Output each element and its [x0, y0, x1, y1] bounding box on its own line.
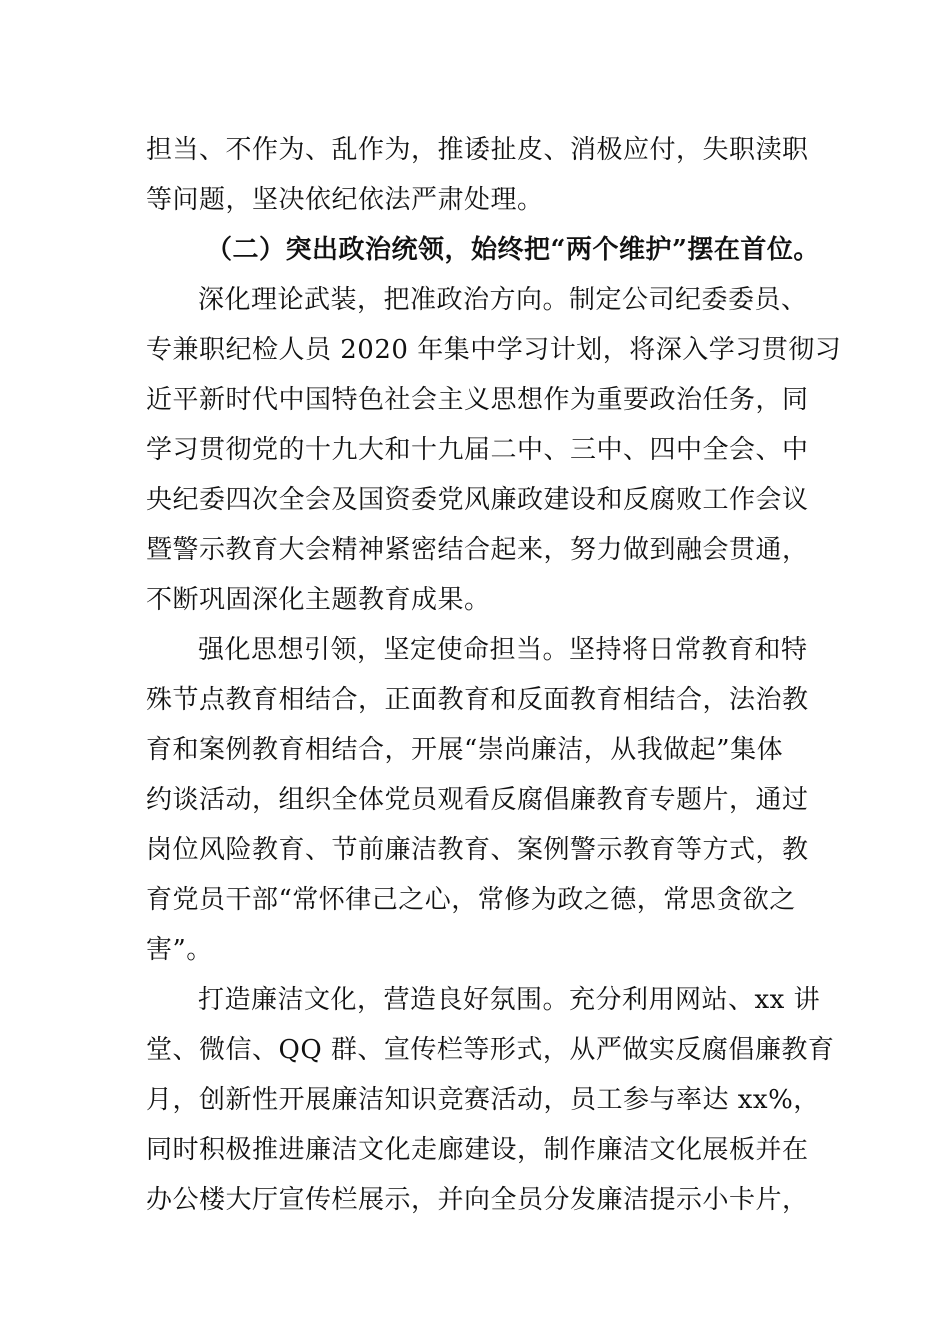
body-line: 殊节点教育相结合，正面教育和反面教育相结合，法治教: [146, 685, 809, 715]
body-line: 近平新时代中国特色社会主义思想作为重要政治任务，同: [146, 385, 809, 415]
body-line: 办公楼大厅宣传栏展示，并向全员分发廉洁提示小卡片，: [146, 1185, 809, 1215]
body-line: 月，创新性开展廉洁知识竞赛活动，员工参与率达 xx%，: [146, 1085, 820, 1115]
section-heading: （二）突出政治统领，始终把“两个维护”摆在首位。: [206, 235, 820, 265]
body-line: 担当、不作为、乱作为，推诿扯皮、消极应付，失职渎职: [146, 135, 809, 165]
body-line: 害”。: [146, 935, 213, 965]
body-line: 约谈活动，组织全体党员观看反腐倡廉教育专题片，通过: [146, 785, 809, 815]
body-line: 专兼职纪检人员 2020 年集中学习计划，将深入学习贯彻习: [146, 335, 842, 365]
body-line: 育党员干部“常怀律己之心，常修为政之德，常思贪欲之: [146, 885, 796, 915]
body-line: 学习贯彻党的十九大和十九届二中、三中、四中全会、中: [146, 435, 809, 465]
body-line: 同时积极推进廉洁文化走廊建设，制作廉洁文化展板并在: [146, 1135, 809, 1165]
paragraph-first-line: 强化思想引领，坚定使命担当。坚持将日常教育和特: [198, 635, 808, 665]
body-line: 暨警示教育大会精神紧密结合起来，努力做到融会贯通，: [146, 535, 809, 565]
paragraph-first-line: 打造廉洁文化，营造良好氛围。充分利用网站、xx 讲: [198, 985, 821, 1015]
body-line: 育和案例教育相结合，开展“崇尚廉洁，从我做起”集体: [146, 735, 784, 765]
paragraph-first-line: 深化理论武装，把准政治方向。制定公司纪委委员、: [198, 285, 808, 315]
body-line: 岗位风险教育、节前廉洁教育、案例警示教育等方式，教: [146, 835, 809, 865]
body-line: 等问题，坚决依纪依法严肃处理。: [146, 185, 544, 215]
body-line: 堂、微信、QQ 群、宣传栏等形式，从严做实反腐倡廉教育: [146, 1035, 835, 1065]
body-line: 央纪委四次全会及国资委党风廉政建设和反腐败工作会议: [146, 485, 809, 515]
body-line: 不断巩固深化主题教育成果。: [146, 585, 491, 615]
